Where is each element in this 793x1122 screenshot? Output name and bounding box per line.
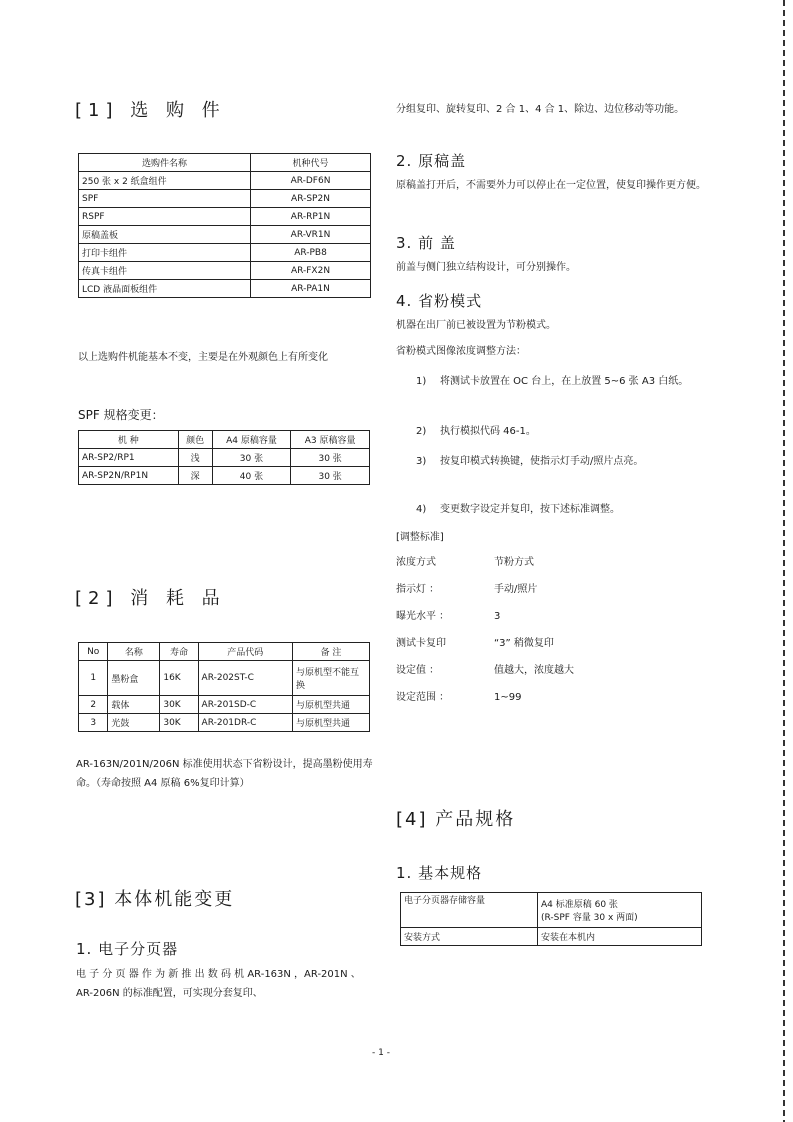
continuation-text: 分组复印、旋转复印、2 合 1、4 合 1、除边、边位移动等功能。 <box>396 104 685 115</box>
spf-model: AR-SP2/RP1 <box>79 449 179 467</box>
table-row <box>79 172 371 190</box>
option-name: SPF <box>79 190 251 208</box>
cons-header-remark: 备 注 <box>293 643 370 661</box>
cons-remark: 与原机型共通 <box>293 714 370 732</box>
spf-header-model: 机 种 <box>79 431 179 449</box>
cons-no: 3 <box>79 714 108 732</box>
spf-header-a3: A3 原稿容量 <box>291 431 370 449</box>
step-number: 3) <box>416 456 427 467</box>
cons-code: AR-201DR-C <box>198 714 292 732</box>
section-1-title: [1] 选 购 件 <box>75 100 226 121</box>
table-row <box>79 280 371 298</box>
cons-remark: 与原机型共通 <box>293 696 370 714</box>
cons-header-no: No <box>79 643 108 661</box>
step-number: 4) <box>416 504 427 515</box>
standard-label: 设定范围 ： <box>396 692 450 703</box>
standard-value: 值越大，浓度越大 <box>494 665 574 676</box>
table-row <box>79 226 371 244</box>
option-code: AR-SP2N <box>251 190 371 208</box>
option-name: 原稿盖板 <box>79 226 251 244</box>
table-row <box>79 449 370 467</box>
spec-label: 电子分页器存储容量 <box>401 893 538 928</box>
cons-code: AR-202ST-C <box>198 661 292 696</box>
sec3-title: 3. 前 盖 <box>396 234 456 252</box>
options-header-name: 选购件名称 <box>79 154 251 172</box>
section-2-title: [2] 消 耗 品 <box>75 588 226 609</box>
sec4-title: 4. 省粉模式 <box>396 292 483 310</box>
option-name: LCD 液晶面板组件 <box>79 280 251 298</box>
section-3-title: [3] 本体机能变更 <box>75 889 235 910</box>
cons-no: 2 <box>79 696 108 714</box>
standard-label: 曝光水平 ： <box>396 611 450 622</box>
sec3-text: 前盖与侧门独立结构设计，可分别操作。 <box>396 262 576 273</box>
spec-label: 安装方式 <box>401 928 538 946</box>
cons-name: 光鼓 <box>108 714 160 732</box>
spf-color: 深 <box>178 467 212 485</box>
option-code: AR-VR1N <box>251 226 371 244</box>
cons-header-life: 寿命 <box>160 643 198 661</box>
section-3-sub: 1. 电子分页器 <box>76 940 179 958</box>
spf-header-color: 颜色 <box>178 431 212 449</box>
standard-value: 3 <box>494 611 501 622</box>
sec2-title: 2. 原稿盖 <box>396 152 467 170</box>
table-row <box>79 262 371 280</box>
spf-a4: 40 张 <box>212 467 291 485</box>
standard-label: 浓度方式 <box>396 557 436 568</box>
spf-a3: 30 张 <box>291 449 370 467</box>
table-row <box>79 467 370 485</box>
cons-life: 16K <box>160 661 198 696</box>
spec-value: 安装在本机内 <box>538 928 702 946</box>
standard-value: 节粉方式 <box>494 557 534 568</box>
section-4-sub: 1. 基本规格 <box>396 864 483 882</box>
section-4-title: [4] 产品规格 <box>396 809 516 830</box>
spf-a4: 30 张 <box>212 449 291 467</box>
standard-value: “3” 稍微复印 <box>494 638 554 649</box>
cons-name: 墨粉盒 <box>108 661 160 696</box>
table-row <box>79 190 371 208</box>
options-table <box>78 153 371 298</box>
spec-value-detail: (R-SPF 容量 30 x 两面) <box>541 913 638 923</box>
option-name: 传真卡组件 <box>79 262 251 280</box>
step-number: 1) <box>416 376 427 387</box>
standard-label: 测试卡复印 <box>396 638 446 649</box>
option-code: AR-PB8 <box>251 244 371 262</box>
section-3-text: 电 子 分 页 器 作 为 新 推 出 数 码 机 AR-163N ，AR-201N 、AR-206N 的标准配置，可实现分套复印、 <box>76 969 361 999</box>
spf-title: SPF 规格变更： <box>78 408 164 422</box>
table-row <box>79 661 370 696</box>
basic-spec-table <box>400 892 702 946</box>
standard-title: [调整标准] <box>396 532 444 543</box>
scan-edge-line <box>783 0 785 1122</box>
page-number: - 1 - <box>372 1048 390 1058</box>
option-code: AR-RP1N <box>251 208 371 226</box>
table-row <box>79 208 371 226</box>
step-number: 2) <box>416 426 427 437</box>
option-name: 250 张 x 2 纸盒组件 <box>79 172 251 190</box>
cons-code: AR-201SD-C <box>198 696 292 714</box>
options-header-code: 机种代号 <box>251 154 371 172</box>
table-row <box>401 928 702 946</box>
table-row <box>401 893 702 928</box>
step-text: 执行模拟代码 46-1。 <box>440 426 536 437</box>
step-text: 将测试卡放置在 OC 台上，在上放置 5~6 张 A3 白纸。 <box>440 376 689 387</box>
option-code: AR-DF6N <box>251 172 371 190</box>
cons-header-code: 产品代码 <box>198 643 292 661</box>
spf-table <box>78 430 370 485</box>
cons-no: 1 <box>79 661 108 696</box>
cons-life: 30K <box>160 696 198 714</box>
option-name: RSPF <box>79 208 251 226</box>
cons-life: 30K <box>160 714 198 732</box>
sec2-text: 原稿盖打开后，不需要外力可以停止在一定位置，使复印操作更方便。 <box>396 180 706 191</box>
table-row <box>79 696 370 714</box>
spec-value: A4 标准原稿 60 张 <box>541 900 618 910</box>
table-row <box>79 714 370 732</box>
sec4-text-2: 省粉模式图像浓度调整方法： <box>396 346 526 357</box>
spf-header-a4: A4 原稿容量 <box>212 431 291 449</box>
options-note: 以上选购件机能基本不变，主要是在外观颜色上有所变化 <box>78 352 328 363</box>
standard-value: 手动/照片 <box>494 584 538 595</box>
spf-a3: 30 张 <box>291 467 370 485</box>
spf-model: AR-SP2N/RP1N <box>79 467 179 485</box>
option-name: 打印卡组件 <box>79 244 251 262</box>
standard-label: 设定值 ： <box>396 665 440 676</box>
cons-header-name: 名称 <box>108 643 160 661</box>
spf-color: 浅 <box>178 449 212 467</box>
cons-name: 载体 <box>108 696 160 714</box>
sec4-text-1: 机器在出厂前已被设置为节粉模式。 <box>396 320 556 331</box>
option-code: AR-PA1N <box>251 280 371 298</box>
step-text: 按复印模式转换键，使指示灯手动/照片点亮。 <box>440 456 644 467</box>
standard-value: 1~99 <box>494 692 522 703</box>
option-code: AR-FX2N <box>251 262 371 280</box>
consumables-note: AR-163N/201N/206N 标准使用状态下省粉设计，提高墨粉使用寿命。（寿命按照 A4 原稿 6%复印计算） <box>76 759 373 789</box>
table-row <box>79 244 371 262</box>
consumables-table <box>78 642 370 732</box>
cons-remark: 与原机型不能互换 <box>293 661 370 696</box>
step-text: 变更数字设定并复印，按下述标准调整。 <box>440 504 620 515</box>
standard-label: 指示灯 ： <box>396 584 440 595</box>
